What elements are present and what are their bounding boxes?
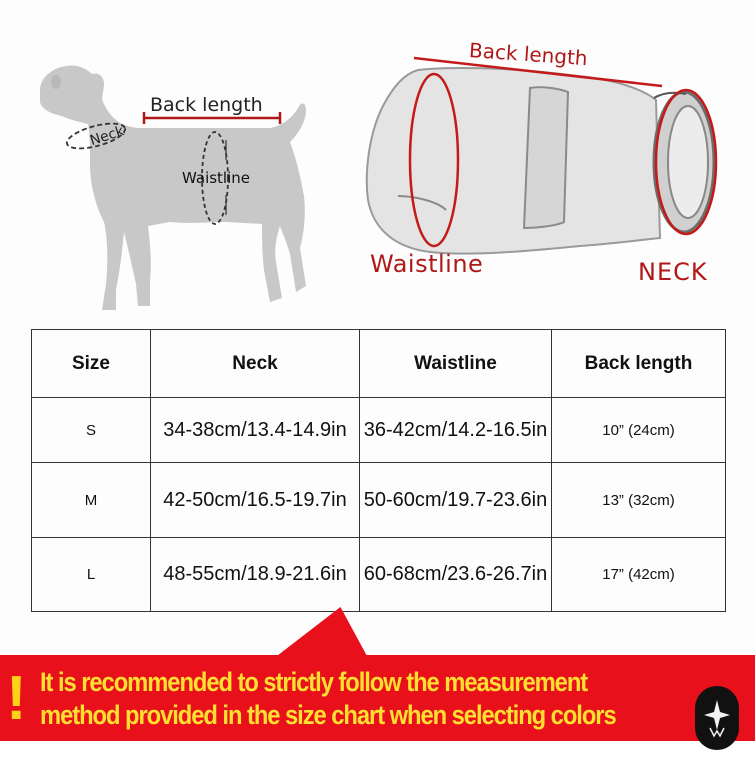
header-back-length: Back length [552,330,726,398]
neck-value: 34-38cm/13.4-14.9in [151,398,360,463]
header-waistline: Waistline [360,330,552,398]
neck-value: 42-50cm/16.5-19.7in [151,463,360,538]
banner-text-line-1: It is recommended to strictly follow the measurement [40,667,588,697]
dog-back-length-label: Back length [150,94,263,116]
table-row [32,398,726,463]
header-neck: Neck [151,330,360,398]
back-length-value: 10” (24cm) [552,398,726,463]
size-value: S [32,398,151,463]
banner-text-line-2: method provided in the size chart when selecting colors [40,700,616,730]
dog-neck-label: Neck [88,123,127,150]
back-length-value: 17” (42cm) [552,538,726,612]
dog-waistline-label: Waistline [182,169,250,187]
exclamation-icon: ! [6,664,27,733]
coat-neck-label: NECK [638,258,708,286]
waistline-value: 36-42cm/14.2-16.5in [360,398,552,463]
size-table [31,329,726,612]
table-row [32,538,726,612]
banner-pointer-arrow [276,607,397,657]
back-length-value: 13” (32cm) [552,463,726,538]
diamond-star-logo-icon [695,686,739,750]
coat-back-length-label: Back length [468,38,589,71]
waistline-value: 50-60cm/19.7-23.6in [360,463,552,538]
neck-value: 48-55cm/18.9-21.6in [151,538,360,612]
table-row [32,463,726,538]
coat-waistline-label: Waistline [370,250,484,278]
bottom-margin [0,741,755,768]
recommendation-banner [0,655,755,741]
size-value: L [32,538,151,612]
header-size: Size [32,330,151,398]
size-value: M [32,463,151,538]
table-header-row [32,330,726,398]
waistline-value: 60-68cm/23.6-26.7in [360,538,552,612]
